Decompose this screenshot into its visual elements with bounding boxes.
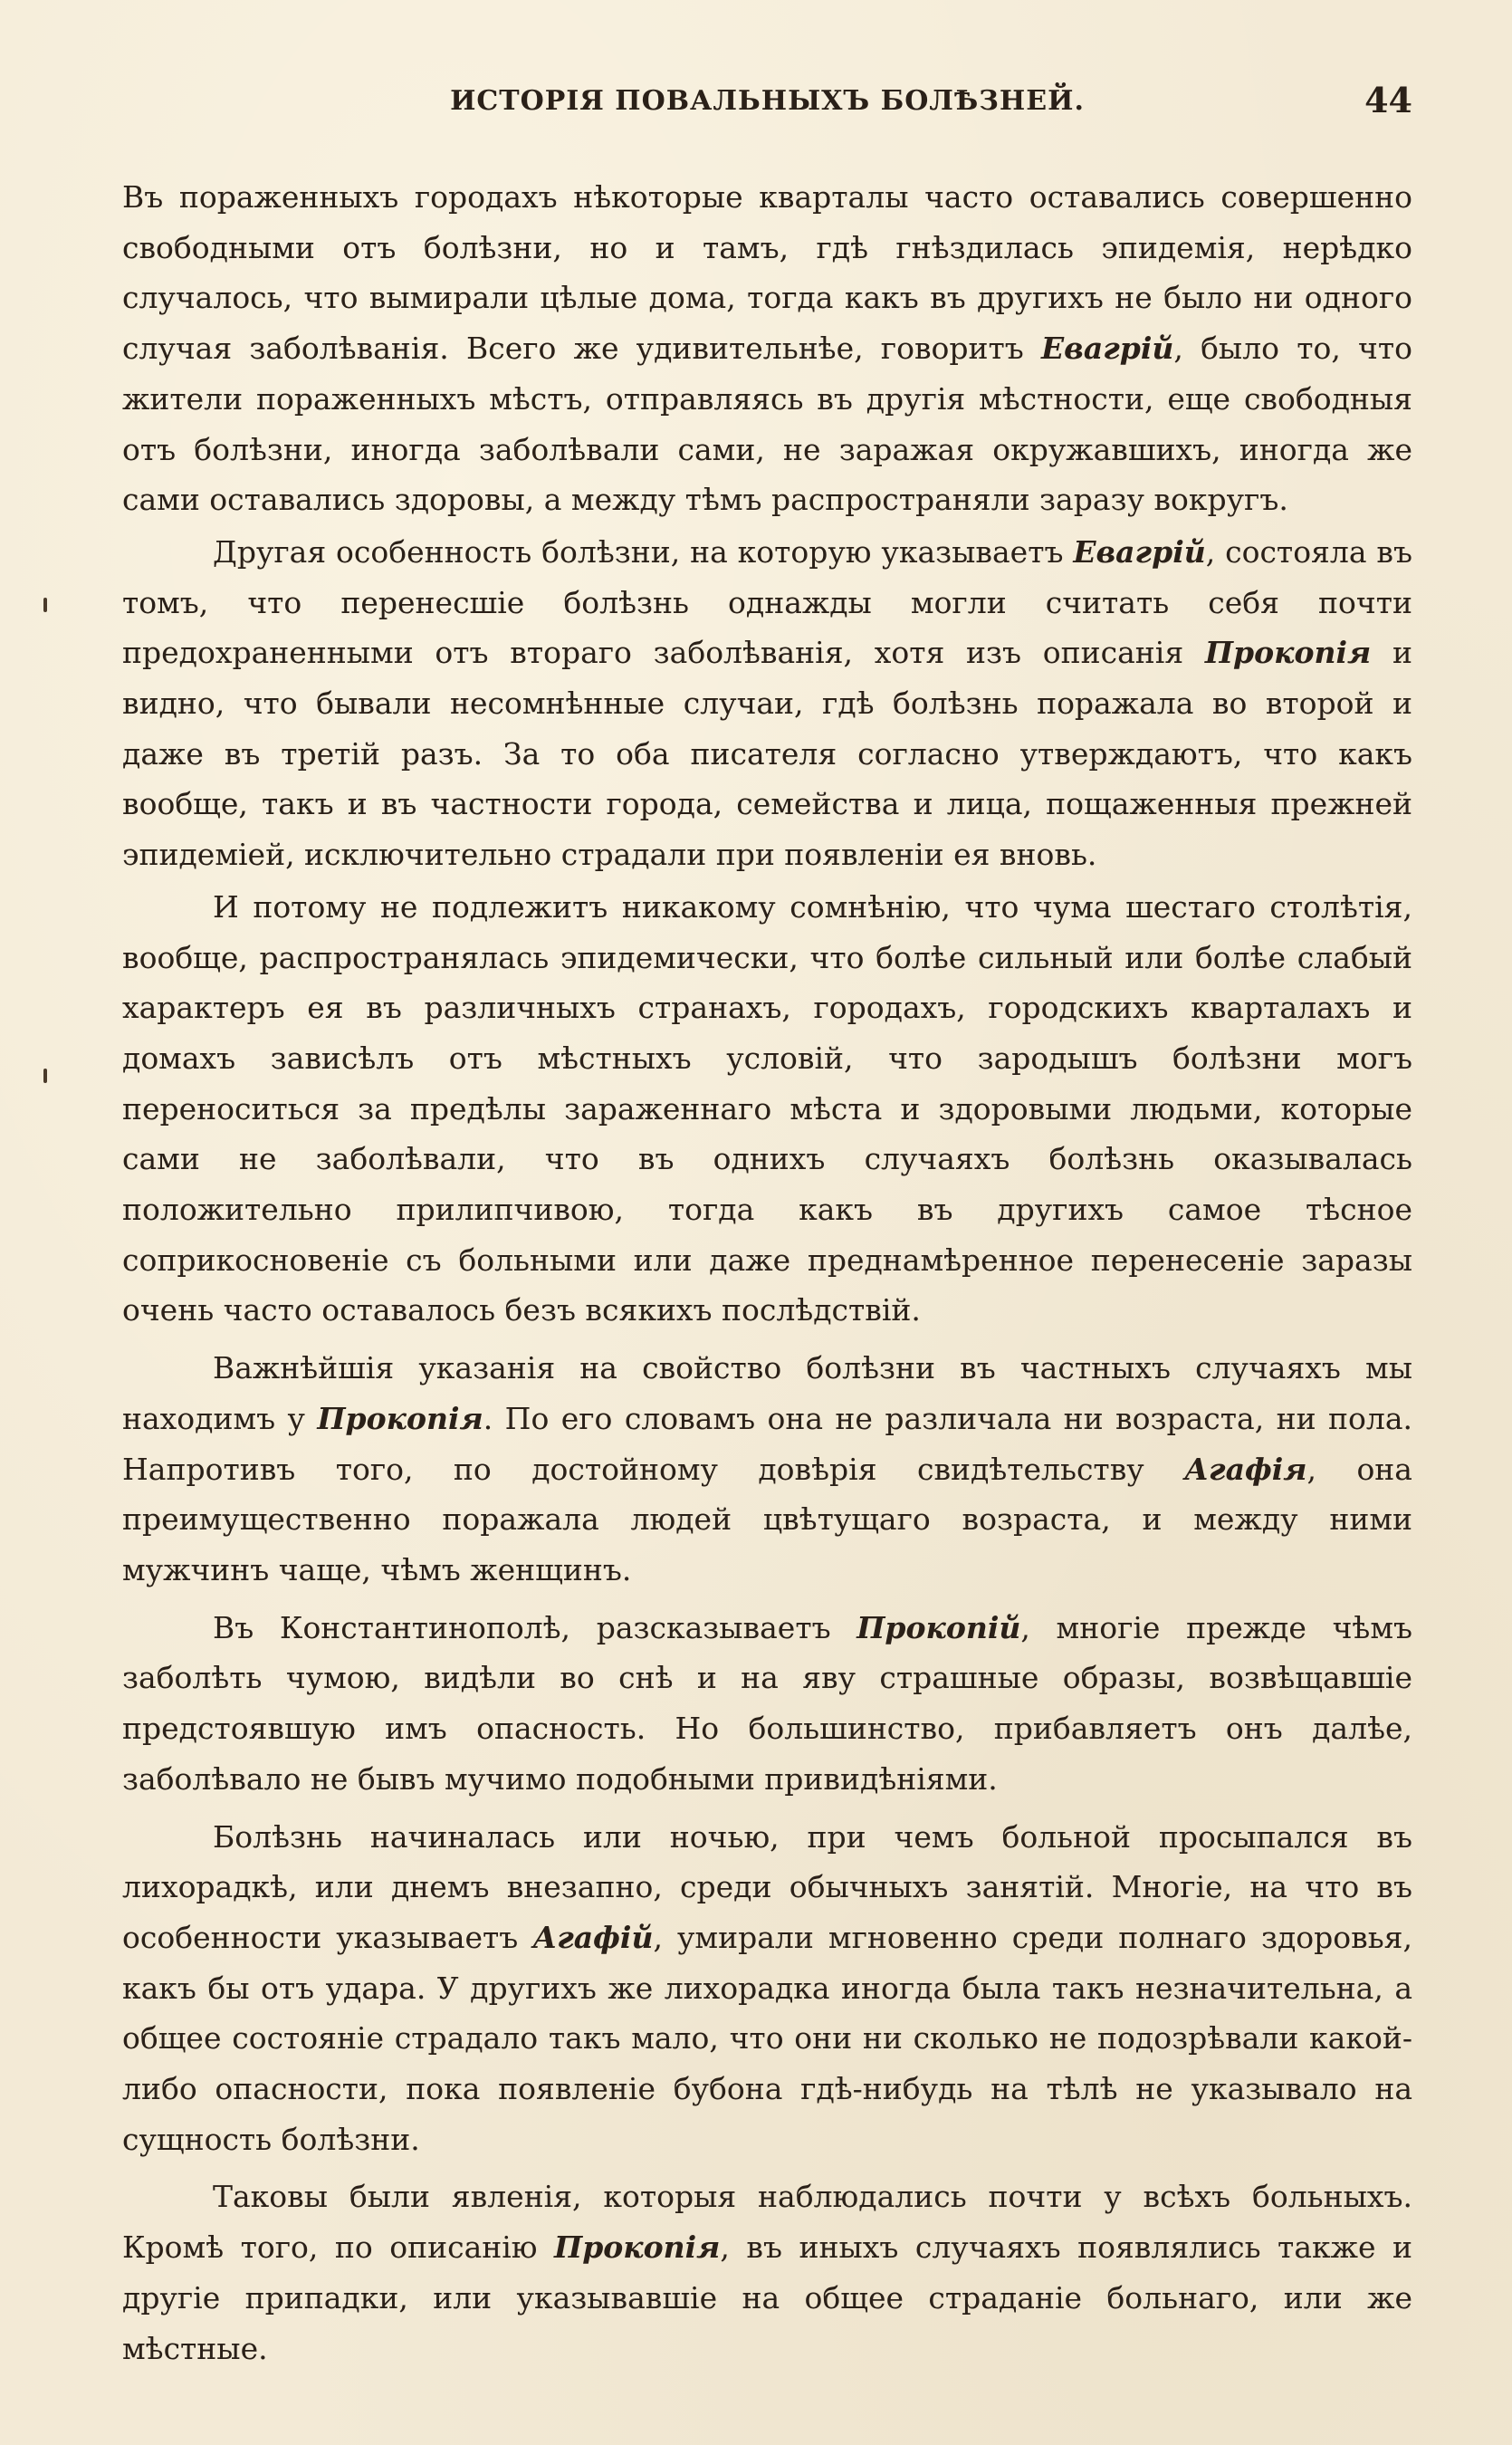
text-run: , умирали мгновенно среди полнаго здоровья, какъ бы отъ удара. У другихъ же лихорадка иногда была такъ незначительна, а общее состояніе страдало такъ мало, что они ни сколько не подозрѣвали какой-либо опасности, пока появленіе бубона гдѣ-нибудь на тѣлѣ не указывало на сущность болѣзни. [122,1919,1412,2157]
author-name: Евагрій [1073,533,1206,570]
text-run: , состояла въ томъ, что перенесшіе болѣзнь однажды могли считать себя почти предохраненными отъ вторaго заболѣванія, хотя изъ описанія [122,533,1412,671]
text-run: Въ Константинополѣ, разсказываетъ [213,1609,857,1645]
author-name: Агафій [532,1919,654,1955]
page-header [122,80,1412,125]
text-run: , было то, что жители пораженныхъ мѣстъ, отправляясь въ другія мѣстности, еще свободныя отъ болѣзни, иногда заболѣвали сами, не заражая окружавшихъ, иногда же сами оставались здоровы, а между тѣмъ распространяли заразу вокругъ. [122,331,1412,518]
text-run: Болѣзнь начиналась или ночью, при чемъ больной просыпался въ лихорадкѣ, или днемъ внезапно, среди обычныхъ занятій. Многіе, на что въ особенности указываетъ [122,1818,1412,1955]
text-run: , она преимущественно поражала людей цвѣтущаго возраста, и между ними мужчинъ чаще, чѣмъ женщинъ. [122,1451,1412,1587]
paragraph [122,527,1412,880]
page-body [122,172,1412,2373]
author-name: Прокопія [1204,635,1372,671]
text-run: , многіе прежде чѣмъ заболѣть чумою, видѣли во снѣ и на яву страшные образы, возвѣщавшіе предстоявшую имъ опасность. Но большинство, прибавляетъ онъ далѣе, заболѣвало не бывъ мучимо подобными привидѣніями. [122,1609,1412,1797]
margin-speck [43,598,47,612]
text-run: Въ пораженныхъ городахъ нѣкоторые кварталы часто оставались совершенно свободными отъ болѣзни, но и тамъ, гдѣ гнѣздилась эпидемія, нерѣдко случалось, что вымирали цѣлые дома, тогда какъ въ другихъ не было ни одного случая заболѣванія. Всего же удивительнѣе, говоритъ [122,179,1412,367]
text-run: Важнѣйшія указанія на свойство болѣзни въ частныхъ случаяхъ мы находимъ у [122,1350,1412,1436]
text-run: и видно, что бывали несомнѣнные случаи, гдѣ болѣзнь поражала во второй и даже въ третій разъ. За то оба писателя согласно утверждаютъ, что какъ вообще, такъ и въ частности города, семейства и лица, пощаженныя прежней эпидеміей, исключительно страдали при появленіи ея вновь. [122,635,1413,873]
margin-speck [43,1069,47,1083]
paragraph [122,172,1412,525]
running-title: ИСТОРІЯ ПОВАЛЬНЫХЪ БОЛѢЗНЕЙ. [450,85,1085,117]
text-run: , въ иныхъ случаяхъ появлялись также и другіе припадки, или указывавшіе на общее страданіе больнаго, или же мѣстные. [122,2229,1412,2366]
paragraph [122,2172,1412,2373]
author-name: Прокопія [317,1400,483,1436]
paragraph [122,882,1412,1336]
author-name: Евагрій [1041,331,1174,367]
page-number: 44 [1364,80,1412,120]
paragraph [122,1603,1412,1805]
text-run: Таковы были явленія, которыя наблюдались почти у всѣхъ больныхъ. Кромѣ того, по описанію [122,2179,1412,2266]
paragraph [122,1343,1412,1596]
text-run: . По его словамъ она не различала ни возраста, ни пола. Напротивъ того, по достойному довѣрія свидѣтельству [122,1400,1412,1487]
paragraph [122,1812,1412,2165]
text-run: Другая особенность болѣзни, на которую указываетъ [213,533,1074,570]
text-run: И потому не подлежитъ никакому сомнѣнію, что чума шестаго столѣтія, вообще, распространялась эпидемически, что болѣе сильный или болѣе слабый характеръ ея въ различныхъ странахъ, городахъ, городскихъ кварталахъ и домахъ зависѣлъ отъ мѣстныхъ условій, что зародышъ болѣзни могъ переноситься за предѣлы зараженнаго мѣста и здоровыми людьми, которые сами не заболѣвали, что въ однихъ случаяхъ болѣзнь оказывалась положительно прилипчивою, тогда какъ въ другихъ самое тѣсное соприкосновеніе съ больными или даже преднамѣренное перенесеніе заразы очень часто оставалось безъ всякихъ послѣдствій. [122,888,1412,1328]
author-name: Агафія [1184,1451,1307,1487]
author-name: Прокопій [856,1609,1021,1645]
author-name: Прокопія [554,2229,721,2266]
